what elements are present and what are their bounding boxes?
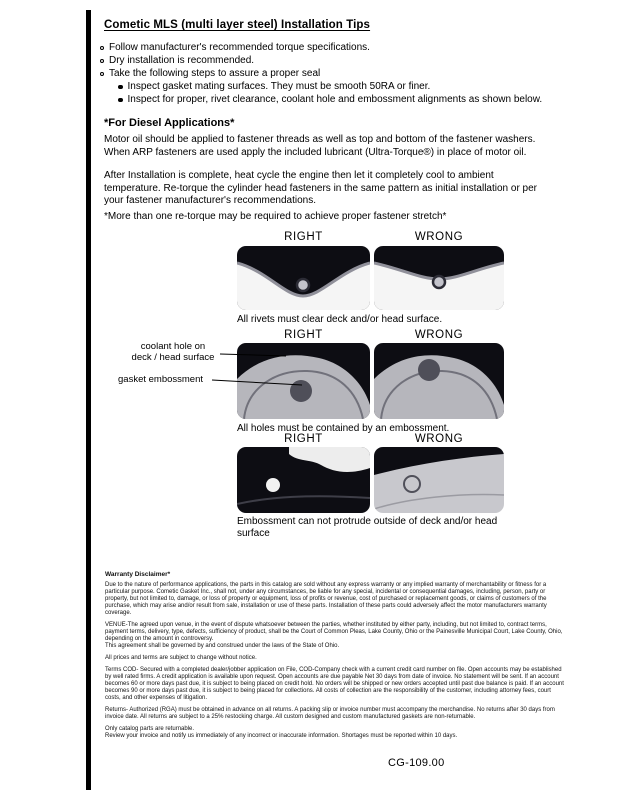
- figure-protrusion-right-image: [237, 447, 370, 513]
- right-label-row3: RIGHT: [284, 433, 323, 445]
- figure-row3-caption: Embossment can not protrude outside of deck and/or head surface: [237, 516, 498, 539]
- disclaimer-heading: Warranty Disclaimer*: [105, 571, 171, 578]
- page-title: Cometic MLS (multi layer steel) Installation Tips: [104, 19, 371, 31]
- figure-row2-caption: All holes must be contained by an embossment.: [237, 423, 450, 434]
- open-bullet-icon: [100, 46, 104, 50]
- installation-tips-list: [100, 41, 598, 106]
- right-label-row1: RIGHT: [284, 231, 323, 243]
- annotation-text: deck / head surface: [131, 351, 215, 363]
- figure-embossment-wrong-image: [374, 343, 504, 419]
- bullet-icon: [118, 98, 123, 103]
- figure-rivet-right-image: [237, 246, 370, 310]
- diesel-paragraph-2: After Installation is complete, heat cycle the engine then let it completely cool to ambient temperature. Re-torque the cylinder head fasteners in the same pattern as initial installation or per your fastener manufacturer's recommendations.: [104, 170, 538, 206]
- list-item-text: Take the following steps to assure a proper seal: [109, 68, 321, 79]
- retorque-note: *More than one re-torque may be required to achieve proper fastener stretch*: [104, 211, 447, 222]
- figure-row1-caption: All rivets must clear deck and/or head surface.: [237, 314, 443, 325]
- disclaimer-returns-paragraph: Returns- Authorized (RGA) must be obtained in advance on all returns. A packing slip or invoice number must accompany the merchandise. No returns after 30 days from invoice date. All returns are subject to a 25% restocking charge. All custom designed and custom manufactured gaskets are non-returnable.: [105, 707, 555, 720]
- disclaimer-catalog-paragraph: Only catalog parts are returnable.: [105, 726, 195, 732]
- list-item-text: Follow manufacturer's recommended torque specifications.: [109, 42, 370, 53]
- wrong-label-row3: WRONG: [414, 433, 464, 445]
- annotation-connector-lines: [198, 341, 310, 393]
- bullet-icon: [118, 85, 123, 90]
- list-item: [100, 41, 598, 54]
- disclaimer-governed-paragraph: This agreement shall be governed by and construed under the laws of the State of Ohio.: [105, 643, 340, 649]
- open-bullet-icon: [100, 72, 104, 76]
- list-item-text: Inspect for proper, rivet clearance, coolant hole and embossment alignments as shown below.: [127, 94, 543, 105]
- list-item: [100, 67, 598, 80]
- left-border-rule: [86, 10, 91, 790]
- right-label-row2: RIGHT: [284, 329, 323, 341]
- wrong-label-row2: WRONG: [414, 329, 464, 341]
- list-item: [100, 93, 598, 106]
- wrong-label-row1: WRONG: [414, 231, 464, 243]
- diesel-applications-heading: *For Diesel Applications*: [104, 117, 235, 129]
- gasket-embossment-annotation: gasket embossment: [118, 374, 204, 385]
- list-item: [100, 54, 598, 67]
- annotation-text: coolant hole on: [140, 341, 206, 352]
- figure-rivet-wrong-image: [374, 246, 504, 310]
- disclaimer-venue-paragraph: VENUE-The agreed upon venue, in the event of dispute whatsoever between the parties, whether instituted by either party, including, but not limited to, contract terms, payment terms, delivery, type, defects, sufficiency of product, shall be the Court of Common Pleas, Lake County, Ohio or the Painesville Municipal Court, Lake County, Ohio, depending on the amount in controversy.: [105, 622, 563, 642]
- open-bullet-icon: [100, 59, 104, 63]
- disclaimer-review-paragraph: Review your invoice and notify us immediately of any incorrect or inaccurate information. Shortages must be reported within 10 days.: [105, 733, 458, 739]
- page-code: CG-109.00: [388, 757, 445, 769]
- diesel-paragraph-1: Motor oil should be applied to fastener threads as well as top and bottom of the fastener washers. When ARP fasteners are used apply the included lubricant (Ultra-Torque®) in place of motor oil.: [104, 134, 536, 158]
- disclaimer-warranty-paragraph: Due to the nature of performance applications, the parts in this catalog are sold without any express warranty or any implied warranty of merchantability or fitness for a particular purpose. Cometic Gasket Inc., shall not, under any circumstances, be liable for any special, incidental or consequential damages, including, person, party or property, but not limited to, damage, or loss of property or equipment, loss of profits or revenue, cost of purchased or replacement goods, or claims of customers of the purchase, which may arise and/or result from sale, installation or use of these parts. Installation of these parts could adversely affect the motor manufacturers warranty coverage.: [105, 582, 547, 616]
- figure-protrusion-wrong-image: [374, 447, 504, 513]
- disclaimer-prices-paragraph: All prices and terms are subject to change without notice.: [105, 655, 257, 661]
- list-item: [100, 80, 598, 93]
- list-item-text: Dry installation is recommended.: [109, 55, 255, 66]
- warranty-disclaimer-section: [105, 571, 568, 745]
- disclaimer-terms-paragraph: Terms COD- Secured with a completed dealer/jobber application on File, COD-Company check with a current credit card number on file. Open accounts may be established by well rated firms. A credit application is available upon request. Open accounts are due payable Net 30 days from date of invoice. No statement will be sent. If an account becomes 60 or more days past due, it is subject to being placed on credit hold. No orders will be shipped or new orders accepted until past due balance is paid. If an account becomes 90 or more days past due, it is subject to being placed for collections. All costs of collection are the responsibility of the customer, including attorney fees, court costs, and other expenses of litigation.: [105, 667, 564, 701]
- list-item-text: Inspect gasket mating surfaces. They must be smooth 50RA or finer.: [127, 81, 431, 92]
